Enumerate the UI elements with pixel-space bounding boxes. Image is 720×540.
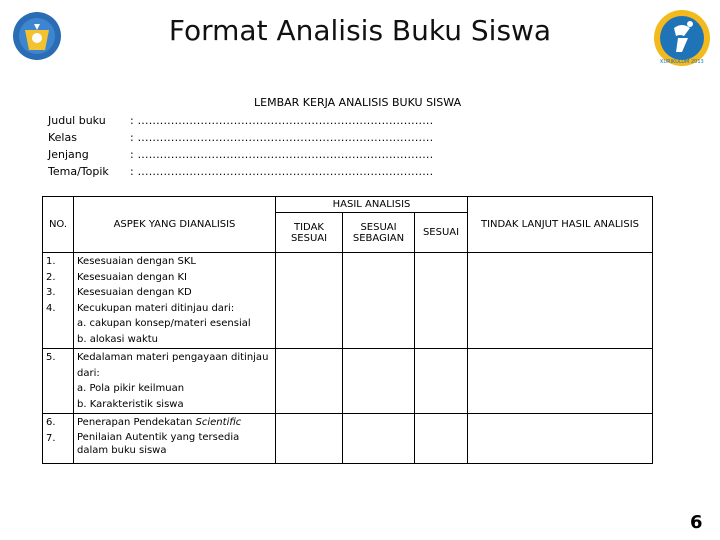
row-number: 6. (46, 417, 56, 428)
row-number: 5. (46, 352, 56, 363)
field-value: : ................................................................................ (130, 148, 434, 161)
aspek-subitem: a. Pola pikir keilmuan (77, 383, 185, 394)
cell-tidak-sesuai[interactable] (276, 253, 343, 349)
aspek-subitem: b. alokasi waktu (77, 333, 158, 345)
field-label: Jenjang (48, 148, 89, 161)
cell-tindak-lanjut[interactable] (468, 349, 653, 414)
row-number: 2. (46, 271, 56, 283)
field-label: Judul buku (48, 114, 106, 127)
cell-tidak-sesuai[interactable] (276, 414, 343, 464)
kurikulum-logo-text: KURIKULUM 2013 (660, 59, 704, 65)
cell-sesuai-sebagian[interactable] (343, 414, 415, 464)
aspek-item: Kesesuaian dengan KD (77, 287, 192, 298)
aspek-cell-6-7 (74, 414, 276, 464)
field-kelas (48, 129, 433, 146)
header-aspek: ASPEK YANG DIANALISIS (74, 197, 276, 253)
cell-tindak-lanjut[interactable] (468, 253, 653, 349)
row-numbers-1-4 (43, 253, 74, 349)
field-judul-buku (48, 112, 433, 129)
aspek-item-6-italic: Scientific (195, 417, 242, 428)
aspek-item-6-text: Penerapan Pendekatan (77, 417, 196, 428)
aspek-item: Kecukupan materi ditinjau dari: (77, 302, 235, 314)
cell-sesuai-sebagian[interactable] (343, 349, 415, 414)
header-tindak-lanjut: TINDAK LANJUT HASIL ANALISIS (468, 197, 653, 253)
field-jenjang (48, 146, 433, 163)
cell-sesuai-sebagian[interactable] (343, 253, 415, 349)
header-sesuai: SESUAI (415, 213, 468, 253)
header-sesuai-sebagian: SESUAI SEBAGIAN (343, 213, 415, 253)
analysis-table (42, 196, 653, 464)
header-tidak-sesuai: TIDAK SESUAI (276, 213, 343, 253)
row-numbers-5 (43, 349, 74, 414)
field-label: Tema/Topik (48, 165, 109, 178)
cell-sesuai[interactable] (415, 253, 468, 349)
worksheet-title: LEMBAR KERJA ANALISIS BUKU SISWA (254, 96, 462, 109)
row-number: 7. (46, 432, 56, 444)
page-number: 6 (690, 512, 703, 533)
aspek-item: Kesesuaian dengan SKL (77, 256, 196, 267)
field-label: Kelas (48, 131, 77, 144)
kurikulum-2013-logo (652, 8, 712, 68)
aspek-item-7: Penilaian Autentik yang tersedia dalam buku siswa (77, 431, 240, 456)
aspek-item: Kesesuaian dengan KI (77, 271, 188, 283)
cell-sesuai[interactable] (415, 414, 468, 464)
aspek-cell-1-4 (74, 253, 276, 349)
row-number: 1. (46, 256, 56, 267)
cell-sesuai[interactable] (415, 349, 468, 414)
aspek-cell-5 (74, 349, 276, 414)
field-tema-topik (48, 163, 433, 180)
cell-tidak-sesuai[interactable] (276, 349, 343, 414)
row-number: 3. (46, 287, 56, 298)
aspek-item-6 (77, 415, 272, 431)
cell-tindak-lanjut[interactable] (468, 414, 653, 464)
field-value: : ................................................................................ (130, 165, 434, 178)
aspek-subitem: b. Karakteristik siswa (77, 398, 184, 410)
header-no: NO. (43, 197, 74, 253)
worksheet-fields (48, 112, 433, 180)
header-hasil-analisis: HASIL ANALISIS (276, 197, 468, 213)
row-number: 4. (46, 302, 56, 314)
aspek-item: Kedalaman materi pengayaan ditinjau dari: (77, 352, 269, 379)
aspek-subitem: a. cakupan konsep/materi esensial (77, 318, 251, 329)
field-value: : ................................................................................ (130, 114, 434, 127)
slide-title: Format Analisis Buku Siswa (168, 14, 552, 47)
field-value: : ................................................................................ (130, 131, 434, 144)
row-numbers-6-7 (43, 414, 74, 464)
